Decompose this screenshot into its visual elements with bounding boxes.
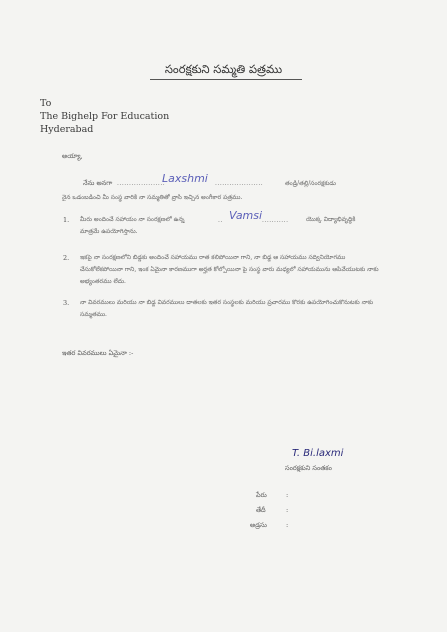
footer-address-label: అడ్రసు bbox=[250, 521, 267, 529]
child-name: Vamsi bbox=[229, 209, 263, 222]
line1-prefix: నేను అనగా bbox=[83, 179, 113, 187]
salutation: అయ్యా, bbox=[62, 152, 83, 160]
guardian-signature: T. Bi.laxmi bbox=[292, 448, 344, 459]
signature-label: సంరక్షకుని సంతకం bbox=[285, 464, 332, 472]
footer-date-label: తేదీ bbox=[256, 506, 266, 514]
address-to: To bbox=[40, 98, 52, 109]
line2: నైన ఒడంబడించి మీ సంస్థ వారికి నా సమ్మతితో వ్రాసి ఇచ్చిన అంగీకార పత్రము. bbox=[62, 194, 243, 201]
item1-text-a: మీరు అందించే సహాయం నా సంరక్షణలో ఉన్న bbox=[80, 216, 185, 223]
dotted-line: .................... bbox=[117, 180, 166, 187]
title-underline bbox=[150, 79, 302, 80]
dotted-line: .................... bbox=[215, 180, 264, 187]
footer-name-colon: : bbox=[286, 491, 289, 499]
item3-number: 3. bbox=[63, 299, 70, 307]
item3-text: నా వివరములు మరియు నా బిడ్డ వివరములు దాతలకు ఇతర సంస్థలకు మరియు ప్రచారము కొరకు ఉపయోగించుకొనుటకు నాకు సమ్మతము. bbox=[80, 299, 374, 318]
address-org: The Bighelp For Education bbox=[40, 111, 170, 122]
item2-number: 2. bbox=[63, 254, 70, 262]
item1-number: 1. bbox=[63, 216, 70, 224]
address-city: Hyderabad bbox=[40, 124, 94, 135]
dotted-line: .. bbox=[218, 217, 223, 224]
item2-text: ఇకపై నా సంరక్షణలోని బిడ్డకు అందించే సహాయము రాత కలిపోయినా గాని, నా బిడ్డ ఆ సహాయము సద్వినియోగము చేసుకోలేకపోయినా గాని, ఇంక ఏమైనా కారణముగా అర్హత కోల్పోయినా పై సంస్థ వారు మధ్యలో సహాయమును ఆపివేయుటకు నాకు అభ్యంతరము లేదు. bbox=[80, 254, 379, 285]
page-title: సంరక్షకుని సమ్మతి పత్రము bbox=[164, 62, 283, 76]
footer-date-colon: : bbox=[286, 506, 289, 514]
footer-address-colon: : bbox=[286, 521, 289, 529]
guardian-name: Laxshmi bbox=[162, 172, 208, 185]
item1-text-c: మాత్రమే ఉపయోగిస్తాను. bbox=[80, 228, 138, 235]
dotted-line: ........... bbox=[262, 217, 289, 224]
footer-name-label: పేరు bbox=[256, 491, 267, 499]
other-details-label: ఇతర వివరములు ఏమైనా :- bbox=[62, 349, 134, 357]
line1-suffix: తండ్రి/తల్లి/సంరక్షకుడు bbox=[285, 180, 336, 187]
item1-text-b: యొక్క విద్యాభివృద్ధికి bbox=[306, 216, 356, 223]
